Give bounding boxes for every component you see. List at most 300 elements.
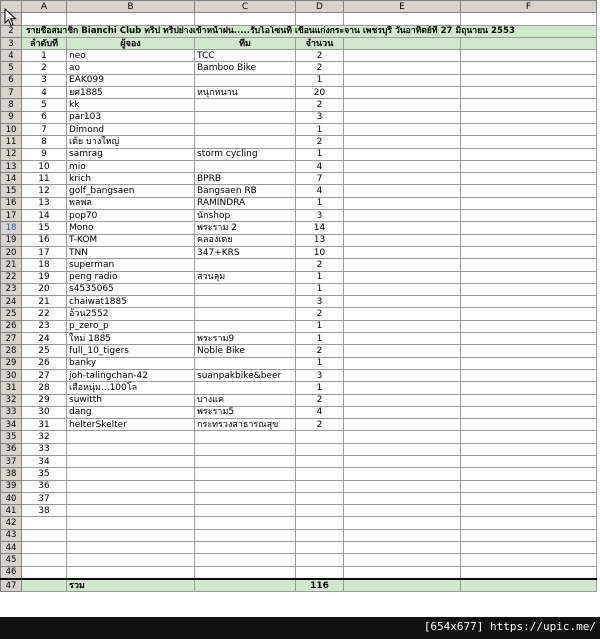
team-cell[interactable]: BPRB xyxy=(195,173,296,185)
cell[interactable] xyxy=(461,37,597,49)
column-header-c[interactable]: C xyxy=(195,1,296,13)
no-cell[interactable]: 16 xyxy=(22,234,67,246)
cell[interactable] xyxy=(22,579,67,592)
row-header[interactable]: 26 xyxy=(1,320,22,332)
no-cell[interactable]: 10 xyxy=(22,160,67,172)
row-header[interactable]: 38 xyxy=(1,468,22,480)
no-cell[interactable] xyxy=(22,554,67,566)
no-cell[interactable]: 31 xyxy=(22,419,67,431)
team-cell[interactable] xyxy=(195,468,296,480)
cell[interactable] xyxy=(67,13,195,25)
count-cell[interactable]: 4 xyxy=(296,160,344,172)
row-header[interactable]: 16 xyxy=(1,197,22,209)
team-cell[interactable]: RAMINDRA xyxy=(195,197,296,209)
row-header[interactable]: 19 xyxy=(1,234,22,246)
no-cell[interactable]: 36 xyxy=(22,480,67,492)
name-cell[interactable] xyxy=(67,554,195,566)
row-header[interactable]: 10 xyxy=(1,123,22,135)
row-header[interactable]: 14 xyxy=(1,173,22,185)
team-cell[interactable] xyxy=(195,136,296,148)
cell[interactable] xyxy=(344,542,461,554)
no-cell[interactable]: 12 xyxy=(22,185,67,197)
cell[interactable] xyxy=(344,173,461,185)
cell[interactable] xyxy=(344,148,461,160)
cell[interactable] xyxy=(344,554,461,566)
name-cell[interactable] xyxy=(67,542,195,554)
team-cell[interactable]: Bamboo Bike xyxy=(195,62,296,74)
count-cell[interactable] xyxy=(296,529,344,541)
row-header[interactable]: 21 xyxy=(1,259,22,271)
cell[interactable] xyxy=(461,210,597,222)
count-cell[interactable]: 3 xyxy=(296,369,344,381)
cell[interactable] xyxy=(344,74,461,86)
cell[interactable] xyxy=(461,406,597,418)
no-cell[interactable] xyxy=(22,517,67,529)
cell[interactable] xyxy=(344,296,461,308)
row-header[interactable]: 7 xyxy=(1,87,22,99)
cell[interactable] xyxy=(461,394,597,406)
cell[interactable] xyxy=(461,517,597,529)
name-cell[interactable]: joh-talingchan-42 xyxy=(67,369,195,381)
cell[interactable] xyxy=(461,308,597,320)
cell[interactable] xyxy=(461,333,597,345)
cell[interactable] xyxy=(344,566,461,579)
count-cell[interactable] xyxy=(296,505,344,517)
team-cell[interactable] xyxy=(195,111,296,123)
team-cell[interactable] xyxy=(195,283,296,295)
column-header-f[interactable]: F xyxy=(461,1,597,13)
team-cell[interactable]: นักshop xyxy=(195,210,296,222)
cell[interactable] xyxy=(344,222,461,234)
cell[interactable] xyxy=(344,37,461,49)
name-cell[interactable] xyxy=(67,468,195,480)
row-header[interactable]: 25 xyxy=(1,308,22,320)
no-cell[interactable]: 3 xyxy=(22,74,67,86)
cell[interactable] xyxy=(461,259,597,271)
team-cell[interactable] xyxy=(195,160,296,172)
team-cell[interactable]: สวนลุม xyxy=(195,271,296,283)
cell[interactable] xyxy=(461,480,597,492)
cell[interactable] xyxy=(461,505,597,517)
name-cell[interactable]: ยศ1885 xyxy=(67,87,195,99)
no-cell[interactable]: 38 xyxy=(22,505,67,517)
count-cell[interactable]: 1 xyxy=(296,148,344,160)
name-cell[interactable] xyxy=(67,431,195,443)
cell[interactable] xyxy=(344,382,461,394)
cell[interactable] xyxy=(344,234,461,246)
no-cell[interactable]: 14 xyxy=(22,210,67,222)
total-value-cell[interactable]: 116 xyxy=(296,579,344,592)
count-cell[interactable]: 2 xyxy=(296,62,344,74)
name-cell[interactable]: mio xyxy=(67,160,195,172)
team-cell[interactable] xyxy=(195,480,296,492)
cell[interactable] xyxy=(461,455,597,467)
cell[interactable] xyxy=(344,271,461,283)
no-cell[interactable]: 23 xyxy=(22,320,67,332)
row-header[interactable]: 35 xyxy=(1,431,22,443)
no-cell[interactable]: 24 xyxy=(22,333,67,345)
row-header[interactable]: 13 xyxy=(1,160,22,172)
cell[interactable] xyxy=(344,492,461,504)
team-cell[interactable]: suanpakbike&beer xyxy=(195,369,296,381)
no-cell[interactable]: 27 xyxy=(22,369,67,381)
count-cell[interactable]: 2 xyxy=(296,259,344,271)
cell[interactable] xyxy=(461,357,597,369)
cell[interactable] xyxy=(461,554,597,566)
cell[interactable] xyxy=(344,419,461,431)
count-cell[interactable]: 1 xyxy=(296,197,344,209)
header-team-cell[interactable]: ทีม xyxy=(195,37,296,49)
cell[interactable] xyxy=(461,160,597,172)
cell[interactable] xyxy=(344,210,461,222)
team-cell[interactable]: storm cycling xyxy=(195,148,296,160)
cell[interactable] xyxy=(461,13,597,25)
cell[interactable] xyxy=(344,259,461,271)
count-cell[interactable] xyxy=(296,517,344,529)
cell[interactable] xyxy=(461,234,597,246)
cell[interactable] xyxy=(344,529,461,541)
name-cell[interactable] xyxy=(67,529,195,541)
no-cell[interactable]: 17 xyxy=(22,246,67,258)
count-cell[interactable]: 3 xyxy=(296,210,344,222)
team-cell[interactable] xyxy=(195,357,296,369)
count-cell[interactable]: 2 xyxy=(296,50,344,62)
cell[interactable] xyxy=(461,99,597,111)
row-header[interactable]: 36 xyxy=(1,443,22,455)
cell[interactable] xyxy=(195,579,296,592)
count-cell[interactable]: 2 xyxy=(296,99,344,111)
name-cell[interactable]: Dimond xyxy=(67,123,195,135)
count-cell[interactable]: 1 xyxy=(296,74,344,86)
row-header[interactable]: 15 xyxy=(1,185,22,197)
row-header[interactable]: 18 xyxy=(1,222,22,234)
count-cell[interactable]: 1 xyxy=(296,357,344,369)
team-cell[interactable] xyxy=(195,443,296,455)
cell[interactable] xyxy=(344,160,461,172)
cell[interactable] xyxy=(461,173,597,185)
row-header[interactable]: 6 xyxy=(1,74,22,86)
team-cell[interactable] xyxy=(195,566,296,579)
cell[interactable] xyxy=(344,308,461,320)
count-cell[interactable]: 1 xyxy=(296,283,344,295)
cell[interactable] xyxy=(461,419,597,431)
cell[interactable] xyxy=(461,50,597,62)
count-cell[interactable]: 4 xyxy=(296,406,344,418)
cell[interactable] xyxy=(344,87,461,99)
row-header[interactable]: 34 xyxy=(1,419,22,431)
count-cell[interactable] xyxy=(296,468,344,480)
cell[interactable] xyxy=(461,529,597,541)
row-header[interactable]: 37 xyxy=(1,455,22,467)
cell[interactable] xyxy=(344,99,461,111)
cell[interactable] xyxy=(461,87,597,99)
name-cell[interactable]: helterSkelter xyxy=(67,419,195,431)
no-cell[interactable]: 13 xyxy=(22,197,67,209)
cell[interactable] xyxy=(461,111,597,123)
cell[interactable] xyxy=(344,345,461,357)
cell[interactable] xyxy=(344,480,461,492)
cell[interactable] xyxy=(344,246,461,258)
no-cell[interactable]: 20 xyxy=(22,283,67,295)
name-cell[interactable]: peng radio xyxy=(67,271,195,283)
cell[interactable] xyxy=(461,542,597,554)
name-cell[interactable]: kk xyxy=(67,99,195,111)
team-cell[interactable] xyxy=(195,542,296,554)
column-header-d[interactable]: D xyxy=(296,1,344,13)
team-cell[interactable] xyxy=(195,492,296,504)
cell[interactable] xyxy=(461,431,597,443)
cell[interactable] xyxy=(344,185,461,197)
row-header[interactable]: 29 xyxy=(1,357,22,369)
name-cell[interactable]: ใหม่ 1885 xyxy=(67,333,195,345)
no-cell[interactable] xyxy=(22,529,67,541)
cell[interactable] xyxy=(344,406,461,418)
name-cell[interactable] xyxy=(67,505,195,517)
team-cell[interactable]: หนุกหนาน xyxy=(195,87,296,99)
no-cell[interactable]: 35 xyxy=(22,468,67,480)
header-no-cell[interactable]: ลำดับที่ xyxy=(22,37,67,49)
header-name-cell[interactable]: ผู้จอง xyxy=(67,37,195,49)
cell[interactable] xyxy=(344,443,461,455)
column-header-e[interactable]: E xyxy=(344,1,461,13)
no-cell[interactable]: 8 xyxy=(22,136,67,148)
row-header[interactable]: 8 xyxy=(1,99,22,111)
row-header[interactable]: 31 xyxy=(1,382,22,394)
no-cell[interactable]: 29 xyxy=(22,394,67,406)
name-cell[interactable]: s4535065 xyxy=(67,283,195,295)
row-header[interactable]: 47 xyxy=(1,579,22,592)
count-cell[interactable]: 1 xyxy=(296,333,344,345)
cell[interactable] xyxy=(461,136,597,148)
count-cell[interactable]: 4 xyxy=(296,185,344,197)
name-cell[interactable] xyxy=(67,492,195,504)
total-label-cell[interactable]: รวม xyxy=(67,579,195,592)
no-cell[interactable]: 25 xyxy=(22,345,67,357)
team-cell[interactable] xyxy=(195,382,296,394)
no-cell[interactable]: 7 xyxy=(22,123,67,135)
cell[interactable] xyxy=(461,566,597,579)
row-header[interactable]: 4 xyxy=(1,50,22,62)
count-cell[interactable]: 1 xyxy=(296,123,344,135)
team-cell[interactable] xyxy=(195,529,296,541)
name-cell[interactable] xyxy=(67,566,195,579)
cell[interactable] xyxy=(461,271,597,283)
name-cell[interactable]: TNN xyxy=(67,246,195,258)
team-cell[interactable]: Bangsaen RB xyxy=(195,185,296,197)
cell[interactable] xyxy=(344,505,461,517)
row-header[interactable]: 45 xyxy=(1,554,22,566)
team-cell[interactable]: กระทรวงสาธารณสุข xyxy=(195,419,296,431)
count-cell[interactable] xyxy=(296,455,344,467)
no-cell[interactable]: 11 xyxy=(22,173,67,185)
sheet-title-cell[interactable]: รายชื่อสมาชิก Bianchi Club ทริป ทริปย่างเข้าหน้าฝน.....รับโอโซนที่ เขื่อนแก่งกระจาน เพชรบุรี วันอาทิตย์ที่ 27 มิถุนายน 2553 xyxy=(22,25,597,37)
name-cell[interactable]: T-KOM xyxy=(67,234,195,246)
team-cell[interactable]: พระราม5 xyxy=(195,406,296,418)
name-cell[interactable]: chaiwat1885 xyxy=(67,296,195,308)
cell[interactable] xyxy=(461,246,597,258)
name-cell[interactable]: p_zero_p xyxy=(67,320,195,332)
cell[interactable] xyxy=(461,62,597,74)
cell[interactable] xyxy=(344,136,461,148)
cell[interactable] xyxy=(344,517,461,529)
row-header[interactable]: 12 xyxy=(1,148,22,160)
count-cell[interactable] xyxy=(296,542,344,554)
no-cell[interactable] xyxy=(22,542,67,554)
team-cell[interactable] xyxy=(195,554,296,566)
count-cell[interactable]: 13 xyxy=(296,234,344,246)
cell[interactable] xyxy=(344,357,461,369)
no-cell[interactable]: 22 xyxy=(22,308,67,320)
cell[interactable] xyxy=(344,333,461,345)
cell[interactable] xyxy=(344,111,461,123)
team-cell[interactable]: พระราม 2 xyxy=(195,222,296,234)
cell[interactable] xyxy=(461,468,597,480)
no-cell[interactable]: 34 xyxy=(22,455,67,467)
team-cell[interactable]: Noble Bike xyxy=(195,345,296,357)
no-cell[interactable]: 33 xyxy=(22,443,67,455)
count-cell[interactable] xyxy=(296,554,344,566)
team-cell[interactable] xyxy=(195,296,296,308)
cell[interactable] xyxy=(344,13,461,25)
cell[interactable] xyxy=(344,320,461,332)
count-cell[interactable] xyxy=(296,492,344,504)
row-header[interactable]: 28 xyxy=(1,345,22,357)
column-header-a[interactable]: A xyxy=(22,1,67,13)
row-header[interactable]: 5 xyxy=(1,62,22,74)
name-cell[interactable] xyxy=(67,443,195,455)
cell[interactable] xyxy=(461,197,597,209)
count-cell[interactable]: 1 xyxy=(296,271,344,283)
row-header[interactable]: 32 xyxy=(1,394,22,406)
name-cell[interactable]: เสือหนุ่ม...100โล xyxy=(67,382,195,394)
name-cell[interactable]: พลพล xyxy=(67,197,195,209)
cell[interactable] xyxy=(344,283,461,295)
name-cell[interactable]: superman xyxy=(67,259,195,271)
name-cell[interactable]: par103 xyxy=(67,111,195,123)
no-cell[interactable]: 30 xyxy=(22,406,67,418)
row-header[interactable]: 11 xyxy=(1,136,22,148)
name-cell[interactable]: banky xyxy=(67,357,195,369)
cell[interactable] xyxy=(461,185,597,197)
row-header[interactable]: 3 xyxy=(1,37,22,49)
cell[interactable] xyxy=(344,369,461,381)
column-header-b[interactable]: B xyxy=(67,1,195,13)
cell[interactable] xyxy=(461,296,597,308)
cell[interactable] xyxy=(461,369,597,381)
row-header[interactable]: 33 xyxy=(1,406,22,418)
team-cell[interactable]: TCC xyxy=(195,50,296,62)
cell[interactable] xyxy=(22,13,67,25)
name-cell[interactable]: samrag xyxy=(67,148,195,160)
cell[interactable] xyxy=(344,123,461,135)
row-header[interactable]: 24 xyxy=(1,296,22,308)
name-cell[interactable]: full_10_tigers xyxy=(67,345,195,357)
no-cell[interactable]: 26 xyxy=(22,357,67,369)
name-cell[interactable]: krich xyxy=(67,173,195,185)
name-cell[interactable]: pop70 xyxy=(67,210,195,222)
team-cell[interactable] xyxy=(195,455,296,467)
count-cell[interactable] xyxy=(296,431,344,443)
no-cell[interactable]: 1 xyxy=(22,50,67,62)
cell[interactable] xyxy=(461,492,597,504)
cell[interactable] xyxy=(461,579,597,592)
team-cell[interactable] xyxy=(195,505,296,517)
name-cell[interactable]: EAK099 xyxy=(67,74,195,86)
no-cell[interactable]: 9 xyxy=(22,148,67,160)
cell[interactable] xyxy=(344,579,461,592)
cell[interactable] xyxy=(461,283,597,295)
cell[interactable] xyxy=(461,345,597,357)
row-header[interactable]: 30 xyxy=(1,369,22,381)
row-header[interactable]: 40 xyxy=(1,492,22,504)
count-cell[interactable] xyxy=(296,443,344,455)
name-cell[interactable]: dang xyxy=(67,406,195,418)
row-header[interactable]: 42 xyxy=(1,517,22,529)
no-cell[interactable]: 21 xyxy=(22,296,67,308)
team-cell[interactable] xyxy=(195,517,296,529)
cell[interactable] xyxy=(461,74,597,86)
count-cell[interactable]: 10 xyxy=(296,246,344,258)
team-cell[interactable] xyxy=(195,123,296,135)
no-cell[interactable]: 28 xyxy=(22,382,67,394)
cell[interactable] xyxy=(461,222,597,234)
no-cell[interactable]: 32 xyxy=(22,431,67,443)
row-header[interactable]: 20 xyxy=(1,246,22,258)
cell[interactable] xyxy=(344,468,461,480)
row-header[interactable]: 23 xyxy=(1,283,22,295)
count-cell[interactable]: 3 xyxy=(296,296,344,308)
count-cell[interactable]: 2 xyxy=(296,419,344,431)
cell[interactable] xyxy=(461,382,597,394)
cell[interactable] xyxy=(344,50,461,62)
team-cell[interactable]: คลองเตย xyxy=(195,234,296,246)
count-cell[interactable]: 7 xyxy=(296,173,344,185)
row-header[interactable]: 9 xyxy=(1,111,22,123)
no-cell[interactable]: 4 xyxy=(22,87,67,99)
name-cell[interactable] xyxy=(67,455,195,467)
team-cell[interactable] xyxy=(195,320,296,332)
name-cell[interactable] xyxy=(67,480,195,492)
team-cell[interactable]: 347+KRS xyxy=(195,246,296,258)
row-header[interactable]: 44 xyxy=(1,542,22,554)
team-cell[interactable]: พระราม9 xyxy=(195,333,296,345)
count-cell[interactable] xyxy=(296,566,344,579)
team-cell[interactable] xyxy=(195,431,296,443)
team-cell[interactable] xyxy=(195,308,296,320)
name-cell[interactable]: neo xyxy=(67,50,195,62)
no-cell[interactable]: 18 xyxy=(22,259,67,271)
cell[interactable] xyxy=(296,13,344,25)
count-cell[interactable]: 1 xyxy=(296,320,344,332)
team-cell[interactable]: บางแค xyxy=(195,394,296,406)
row-header[interactable]: 17 xyxy=(1,210,22,222)
count-cell[interactable]: 20 xyxy=(296,87,344,99)
count-cell[interactable]: 2 xyxy=(296,394,344,406)
name-cell[interactable] xyxy=(67,517,195,529)
cell[interactable] xyxy=(195,13,296,25)
no-cell[interactable]: 5 xyxy=(22,99,67,111)
cell[interactable] xyxy=(344,455,461,467)
no-cell[interactable]: 2 xyxy=(22,62,67,74)
no-cell[interactable] xyxy=(22,566,67,579)
cell[interactable] xyxy=(461,148,597,160)
cell[interactable] xyxy=(461,443,597,455)
count-cell[interactable]: 3 xyxy=(296,111,344,123)
cell[interactable] xyxy=(344,197,461,209)
team-cell[interactable] xyxy=(195,99,296,111)
row-header[interactable]: 22 xyxy=(1,271,22,283)
name-cell[interactable]: เต้ย บางใหญ่ xyxy=(67,136,195,148)
